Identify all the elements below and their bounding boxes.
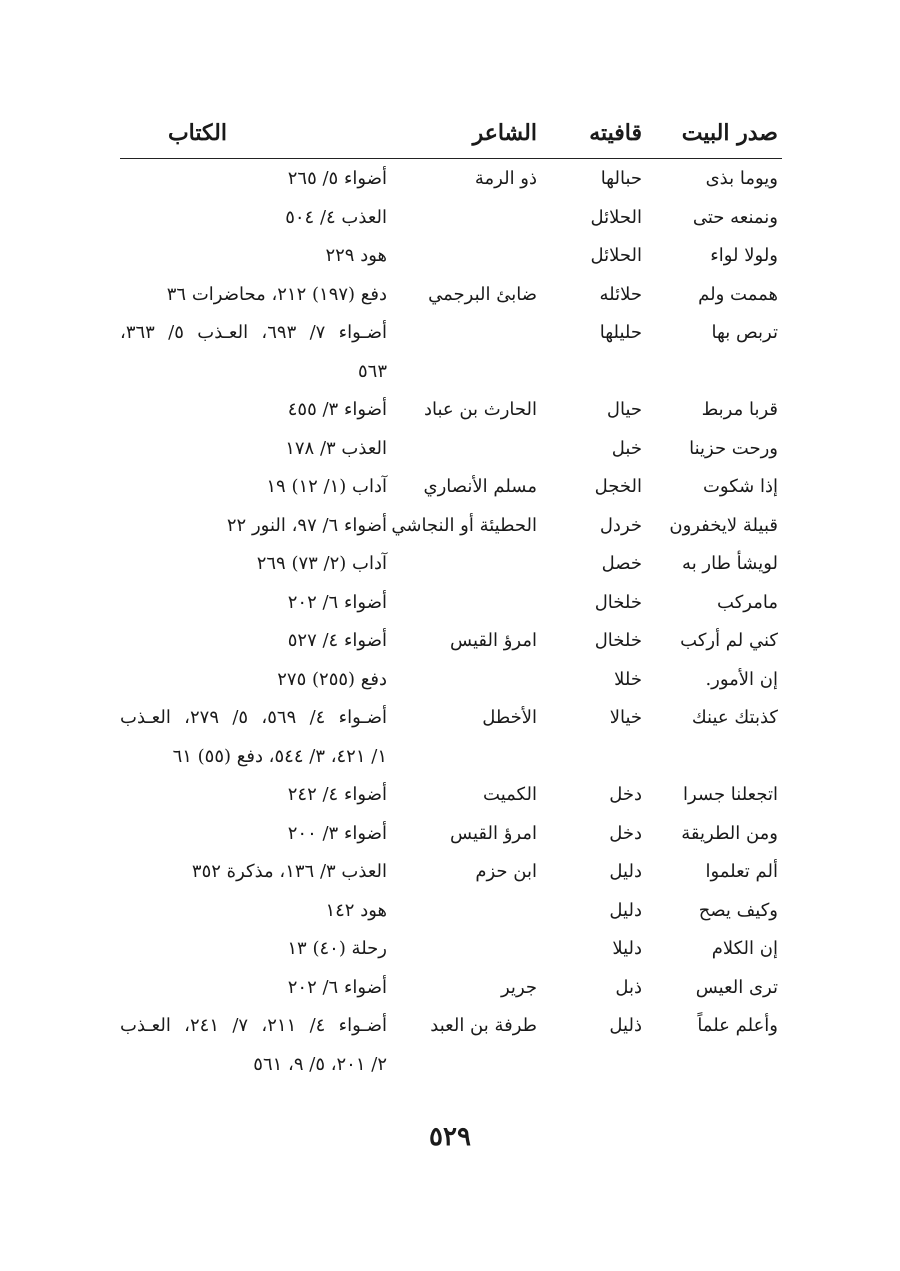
table-row: [120, 429, 782, 468]
table-row: [120, 621, 782, 660]
table-row-continuation: [120, 352, 782, 391]
table-row: [120, 467, 782, 506]
cell-shaer: امرؤ القيس: [450, 630, 537, 651]
cell-qafiya: دليل: [609, 861, 642, 882]
cell-kitab: أضـواء ٤/ ٥٦٩، ٥/ ٢٧٩، العـذب: [120, 707, 387, 728]
table-row: [120, 1006, 782, 1045]
cell-qafiya: خردل: [599, 514, 642, 536]
table-row: [120, 544, 782, 583]
cell-sadr: إن الأمور.: [705, 668, 778, 690]
cell-qafiya: حبالها: [600, 168, 642, 189]
cell-qafiya: حيال: [606, 399, 642, 420]
cell-kitab: هود ١٤٢: [325, 899, 387, 921]
cell-kitab: أضواء ٥/ ٢٦٥: [287, 168, 387, 189]
cell-sadr: تربص بها: [711, 322, 778, 343]
cell-sadr: وأعلم علماً: [697, 1015, 778, 1036]
cell-sadr: قربا مربط: [701, 399, 778, 420]
header-sadr: صدر البيت: [681, 120, 778, 146]
table-row: [120, 660, 782, 699]
cell-qafiya: خصل: [601, 553, 642, 574]
cell-shaer: ضابئ البرجمي: [428, 283, 537, 305]
cell-qafiya: ذبل: [615, 976, 642, 998]
table-row: [120, 698, 782, 737]
verse-index-table: [120, 118, 782, 1083]
cell-qafiya: دليلا: [612, 938, 642, 959]
cell-kitab: العذب ٣/ ١٧٨: [285, 437, 387, 459]
cell-qafiya: حلائله: [599, 283, 642, 305]
cell-kitab: العذب ٤/ ٥٠٤: [285, 206, 387, 228]
cell-qafiya: دليل: [609, 899, 642, 921]
cell-qafiya: خيالا: [609, 707, 642, 728]
cell-kitab: دفع (٢٥٥) ٢٧٥: [277, 668, 387, 690]
cell-kitab: آداب (١/ ١٢) ١٩: [266, 476, 387, 497]
cell-sadr: مامركب: [717, 591, 778, 613]
table-header: [120, 118, 782, 159]
header-qafiya: قافيته: [589, 120, 642, 146]
cell-kitab: أضواء ٦/ ٢٠٢: [287, 976, 387, 998]
cell-shaer: جرير: [501, 976, 537, 998]
table-row: [120, 275, 782, 314]
cell-kitab: أضواء ٤/ ٢٤٢: [287, 784, 387, 805]
table-row-continuation: [120, 1045, 782, 1084]
cell-sadr: ونمنعه حتى: [692, 206, 778, 228]
table-row: [120, 583, 782, 622]
table-row: [120, 891, 782, 930]
cell-sadr: ولولا لواء: [710, 245, 778, 266]
table-row: [120, 236, 782, 275]
cell-kitab-continuation: ١/ ٤٢١، ٣/ ٥٤٤، دفع (٥٥) ٦١: [172, 745, 387, 767]
cell-shaer: مسلم الأنصاري: [423, 476, 537, 497]
header-shaer: الشاعر: [472, 120, 537, 146]
table-row: [120, 159, 782, 198]
cell-qafiya: خبل: [611, 437, 642, 459]
cell-qafiya: دخل: [609, 822, 642, 844]
cell-shaer: الحارث بن عباد: [423, 399, 537, 420]
cell-qafiya: دخل: [609, 784, 642, 805]
table-row: [120, 313, 782, 352]
table-row: [120, 775, 782, 814]
cell-qafiya: الحلائل: [590, 206, 642, 228]
cell-sadr: وكيف يصح: [698, 899, 778, 921]
cell-sadr: ترى العيس: [695, 976, 778, 998]
cell-kitab: أضواء ٣/ ٢٠٠: [287, 822, 387, 844]
cell-shaer: الحطيئة أو النجاشي: [391, 514, 537, 536]
cell-kitab: العذب ٣/ ١٣٦، مذكرة ٣٥٢: [191, 861, 387, 882]
cell-sadr: هممت ولم: [698, 283, 778, 305]
cell-kitab: أضواء ٦/ ٩٧، النور ٢٢: [226, 514, 387, 536]
table-row: [120, 929, 782, 968]
cell-sadr: ألم تعلموا: [705, 861, 778, 882]
cell-kitab: دفع (١٩٧) ٢١٢، محاضرات ٣٦: [166, 283, 387, 305]
cell-shaer: الأخطل: [482, 707, 537, 728]
table-row: [120, 814, 782, 853]
cell-kitab-continuation: ٥٦٣: [357, 360, 387, 382]
cell-qafiya: خلخال: [594, 630, 642, 651]
table-body: [120, 159, 782, 1083]
table-row-continuation: [120, 737, 782, 776]
cell-kitab: أضواء ٤/ ٥٢٧: [287, 630, 387, 651]
cell-sadr: لويشأ طار به: [682, 553, 778, 574]
cell-kitab: رحلة (٤٠) ١٣: [287, 938, 387, 959]
cell-qafiya: الحلائل: [590, 245, 642, 266]
cell-kitab: أضـواء ٤/ ٢١١، ٧/ ٢٤١، العـذب: [120, 1015, 387, 1036]
table-row: [120, 852, 782, 891]
cell-sadr: قبيلة لايخفرون: [669, 514, 778, 536]
table-row: [120, 390, 782, 429]
header-kitab: الكتاب: [167, 120, 227, 146]
cell-kitab: آداب (٢/ ٧٣) ٢٦٩: [256, 553, 387, 574]
cell-qafiya: ذليل: [609, 1015, 642, 1036]
cell-sadr: اتجعلنا جسرا: [682, 784, 778, 805]
cell-kitab: هود ٢٢٩: [325, 245, 387, 266]
cell-sadr: ومن الطريقة: [681, 822, 778, 844]
page-number: ٥٢٩: [429, 1122, 471, 1152]
cell-sadr: كني لم أركب: [680, 630, 778, 651]
cell-sadr: إذا شكوت: [702, 476, 778, 497]
table-row: [120, 198, 782, 237]
cell-shaer: الكميت: [483, 784, 537, 805]
cell-qafiya: خلخال: [594, 591, 642, 613]
cell-shaer: ذو الرمة: [474, 168, 537, 189]
cell-sadr: ويوما بذى: [705, 168, 778, 189]
cell-kitab: أضواء ٦/ ٢٠٢: [287, 591, 387, 613]
cell-shaer: طرفة بن العبد: [430, 1015, 537, 1036]
cell-qafiya: حليلها: [599, 322, 642, 343]
cell-shaer: ابن حزم: [475, 861, 537, 882]
cell-kitab: أضـواء ٧/ ٦٩٣، العـذب ٥/ ٣٦٣،: [120, 322, 387, 343]
cell-kitab-continuation: ٢/ ٢٠١، ٥/ ٩، ٥٦١: [253, 1053, 387, 1075]
cell-sadr: كذبتك عينك: [691, 707, 778, 728]
cell-shaer: امرؤ القيس: [450, 822, 537, 844]
table-row: [120, 506, 782, 545]
cell-qafiya: خللا: [614, 668, 642, 690]
cell-sadr: ورحت حزينا: [689, 437, 778, 459]
table-row: [120, 968, 782, 1007]
cell-sadr: إن الكلام: [711, 938, 778, 959]
cell-kitab: أضواء ٣/ ٤٥٥: [287, 399, 387, 420]
cell-qafiya: الخجل: [594, 476, 642, 497]
